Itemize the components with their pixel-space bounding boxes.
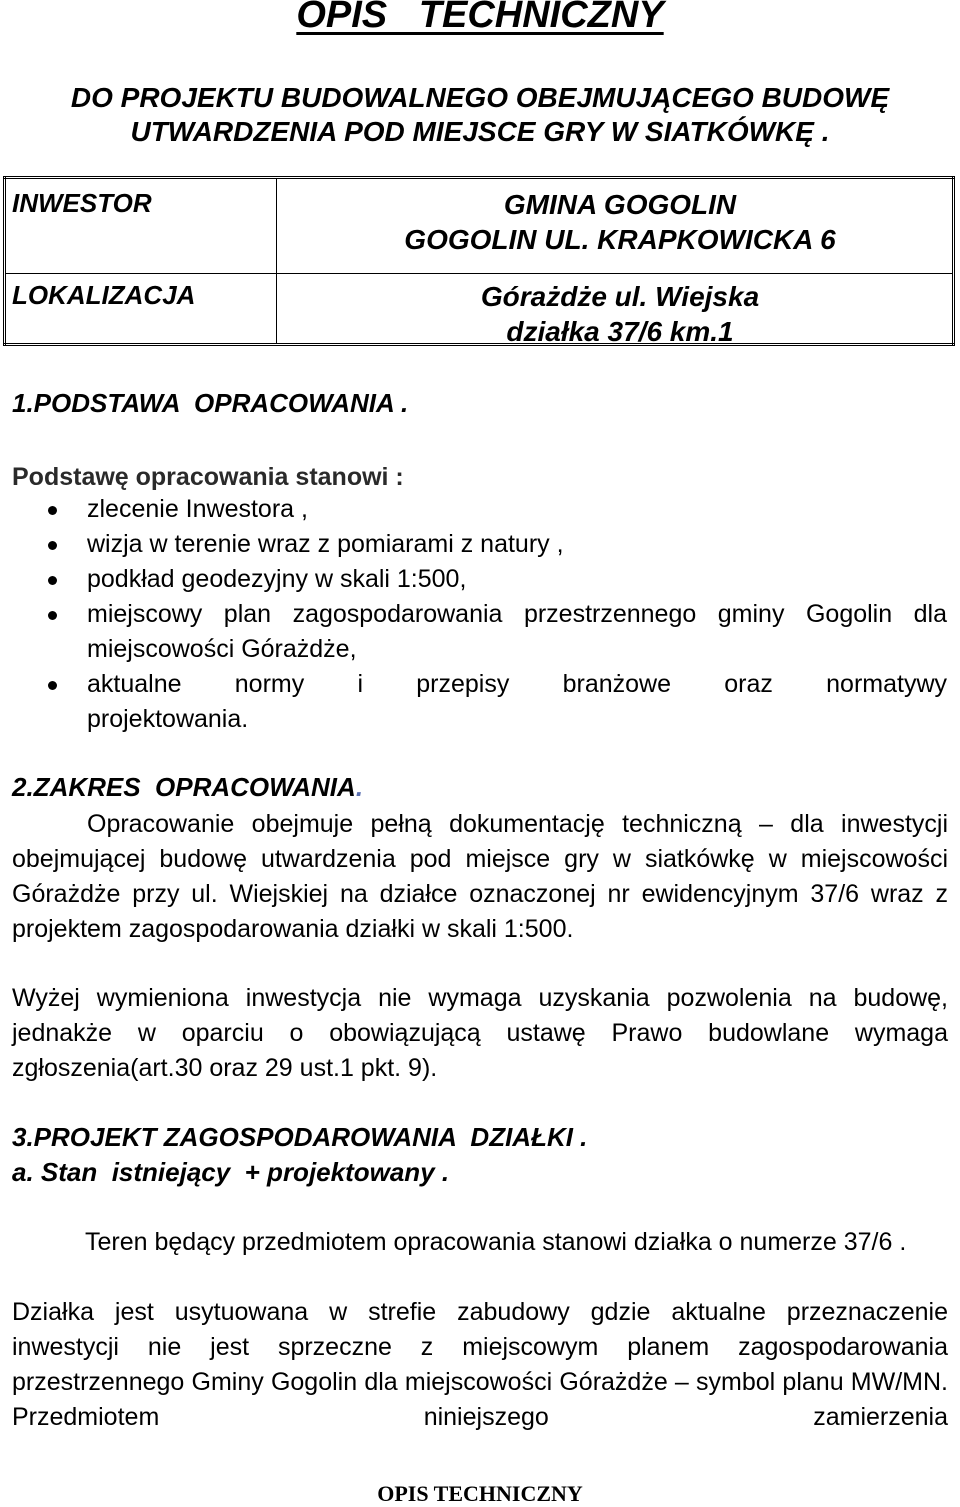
list-item: zlecenie Inwestora , xyxy=(0,492,947,527)
list-item: aktualne normy i przepisy branżowe oraz normatywy projektowania. xyxy=(0,667,947,737)
document-subtitle-line2: UTWARDZENIA POD MIEJSCE GRY W SIATKÓWKĘ . xyxy=(130,116,830,147)
section3-subheading: a. Stan istniejący + projektowany . xyxy=(12,1157,450,1187)
location-plot: działka 37/6 km.1 xyxy=(506,316,734,347)
section2-paragraph2: Wyżej wymieniona inwestycja nie wymaga uzyskania pozwolenia na budowę, jednakże w oparciu o obowiązującą ustawę Prawo budowlane wymaga zgłoszenia(art.30 oraz 29 ust.1 pkt. 9). xyxy=(12,984,948,1082)
bullet-dot-icon xyxy=(48,611,57,620)
bullet-dot-icon xyxy=(48,506,57,515)
section3-paragraph1: Teren będący przedmiotem opracowania stanowi działka o numerze 37/6 . xyxy=(85,1228,907,1256)
section1-heading: 1.PODSTAWA OPRACOWANIA . xyxy=(12,388,409,418)
section3-paragraph2: Działka jest usytuowana w strefie zabudowy gdzie aktualne przeznaczenie inwestycji nie jest sprzeczne z miejscowym planem zagospodarowania przestrzennego Gminy Gogolin dla miejscowości Górażdże – symbol planu MW/MN. Przedmiotem niniejszego zamierzenia xyxy=(12,1298,948,1431)
section2-paragraph1: Opracowanie obejmuje pełną dokumentację techniczną – dla inwestycji obejmującej budowę utwardzenia pod miejsce gry w siatkówkę w miejscowości Górażdże przy ul. Wiejskiej na działce oznaczonej nr ewidencyjnym 37/6 wraz z projektem zagospodarowania działki w skali 1:500. xyxy=(12,810,948,943)
investor-address: GOGOLIN UL. KRAPKOWICKA 6 xyxy=(404,224,836,255)
page-footer: OPIS TECHNICZNY xyxy=(377,1481,583,1506)
investor-label: INWESTOR xyxy=(12,188,152,218)
investor-name: GMINA GOGOLIN xyxy=(503,189,737,220)
document-title: OPIS TECHNICZNY xyxy=(296,0,664,36)
list-item: miejscowy plan zagospodarowania przestrzennego gminy Gogolin dla miejscowości Górażdże, xyxy=(0,597,947,667)
bullet-dot-icon xyxy=(48,681,57,690)
section1-intro: Podstawę opracowania stanowi : xyxy=(12,463,404,491)
bullet-dot-icon xyxy=(48,541,57,550)
section2-heading: 2.ZAKRES OPRACOWANIA. xyxy=(12,772,364,802)
document-subtitle-line1: DO PROJEKTU BUDOWALNEGO OBEJMUJĄCEGO BUDOWĘ xyxy=(70,82,890,113)
location-street: Górażdże ul. Wiejska xyxy=(480,281,760,312)
bullet-dot-icon xyxy=(48,576,57,585)
section3-heading: 3.PROJEKT ZAGOSPODAROWANIA DZIAŁKI . xyxy=(12,1122,588,1152)
location-label: LOKALIZACJA xyxy=(12,280,196,310)
list-item: podkład geodezyjny w skali 1:500, xyxy=(0,562,947,597)
list-item: wizja w terenie wraz z pomiarami z natury , xyxy=(0,527,947,562)
section1-bullet-list xyxy=(0,492,960,737)
